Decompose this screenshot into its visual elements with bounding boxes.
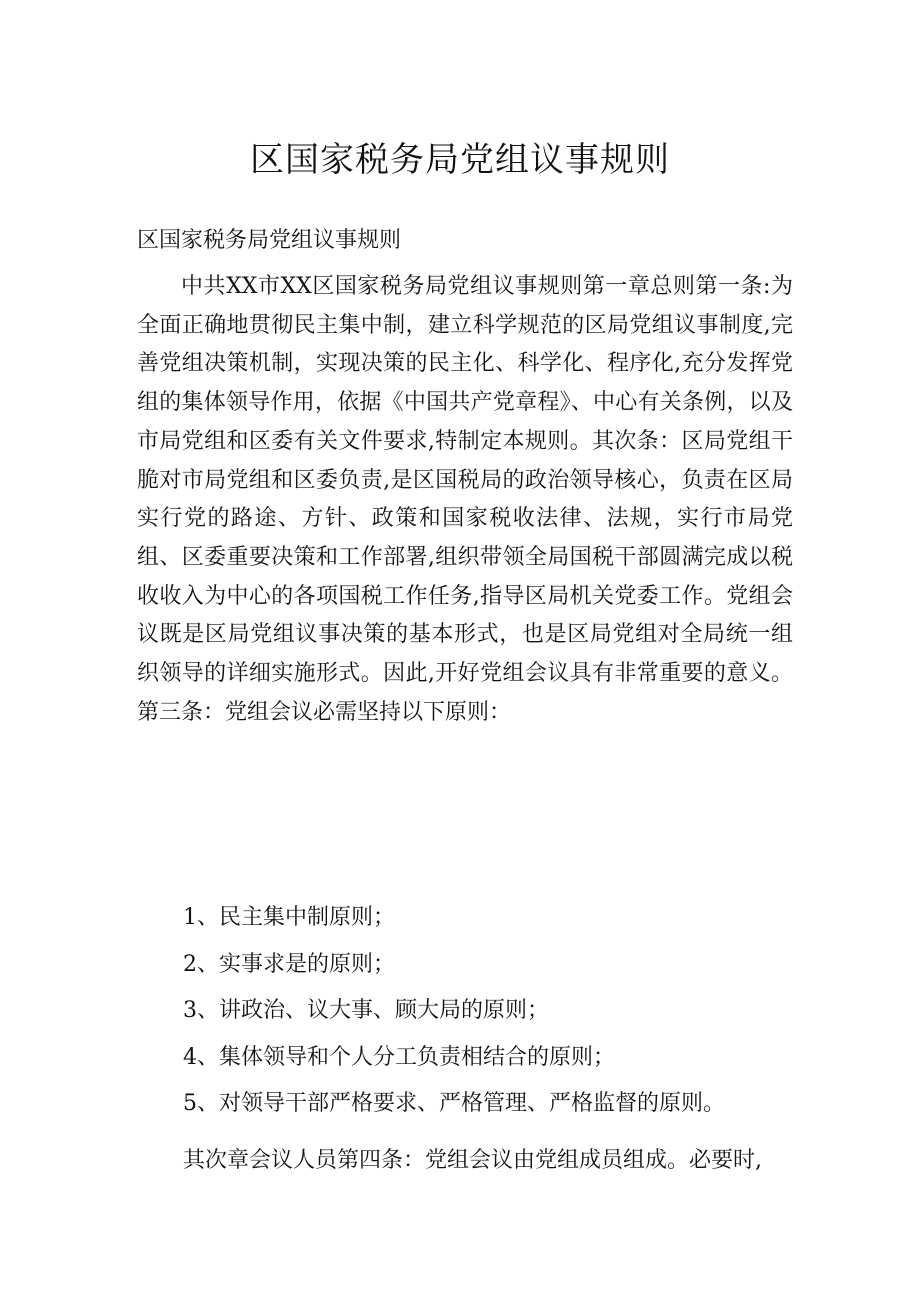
chapter-two-paragraph: 其次章会议人员第四条：党组会议由党组成员组成。必要时,: [183, 1148, 762, 1173]
principle-item: 4、集体领导和个人分工负责相结合的原则；: [183, 1044, 615, 1070]
principle-item: 5、对领导干部严格要求、严格管理、严格监督的原则。: [183, 1091, 725, 1116]
document-title: 区国家税务局党组议事规则: [250, 140, 670, 180]
document-subtitle: 区国家税务局党组议事规则: [137, 228, 402, 253]
principles-list: [183, 895, 725, 1128]
principle-item: 3、讲政治、议大事、顾大局的原则；: [183, 998, 549, 1023]
principle-item: 1、民主集中制原则；: [183, 905, 395, 930]
principle-item: 2、实事求是的原则；: [183, 951, 395, 977]
body-paragraph: 中共XX市XX区国家税务局党组议事规则第一章总则第一条:为全面正确地贯彻民主集中制，建立科学规范的区局党组议事制度,完善党组决策机制，实现决策的民主化、科学化、程序化,充分发挥党组的集体领导作用，依据《中国共产党章程》、中心有关条例，以及市局党组和区委有关文件要求,特制定本规则。其次条：区局党组干脆对市局党组和区委负责,是区国税局的政治领导核心，负责在区局实行党的路途、方针、政策和国家税收法律、法规，实行市局党组、区委重要决策和工作部署,组织带领全局国税干部圆满完成以税收收入为中心的各项国税工作任务,指导区局机关党委工作。党组会议既是区局党组议事决策的基本形式，也是区局党组对全局统一组织领导的详细实施形式。因此,开好党组会议具有非常重要的意义。第三条：党组会议必需坚持以下原则：: [137, 274, 793, 725]
